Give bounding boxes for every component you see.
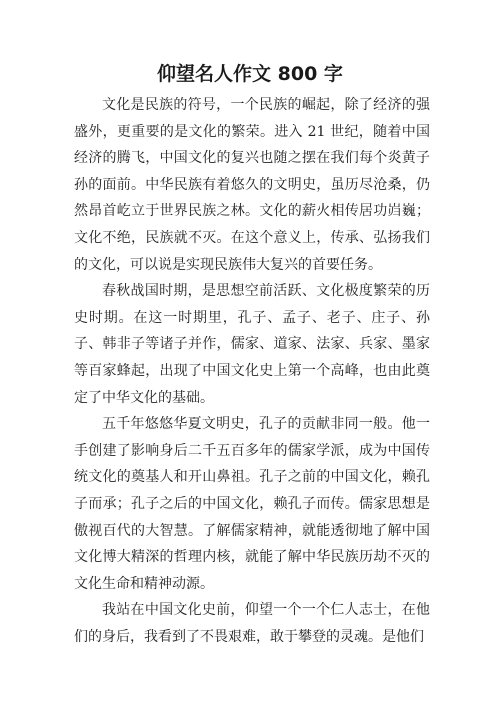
paragraph-3: 五千年悠悠华夏文明史，孔子的贡献非同一般。他一手创建了影响身后二千五百多年的儒家学派，成为中国传统文化的奠基人和开山鼻祖。孔子之前的中国文化，赖孔子而承；孔子之后的中国文化，赖孔子而传。儒家思想是傲视百代的大智慧。了解儒家精神，就能透彻地了解中国文化博大精深的哲理内核，就能了解中华民族历劫不灭的文化生命和精神动源。 [74,416,430,592]
document-title: 仰望名人作文 800 字 [157,63,343,85]
paragraph-1: 文化是民族的符号，一个民族的崛起，除了经济的强盛外，更重要的是文化的繁荣。进入 21 世纪，随着中国经济的腾飞，中国文化的复兴也随之摆在我们每个炎黄子孙的面前。中华民族有着悠久的文明史，虽历尽沧桑，仍然昂首屹立于世界民族之林。文化的薪火相传居功岿巍；文化不绝，民族就不灭。在这个意义上，传承、弘扬我们的文化，可以说是实现民族伟大复兴的首要任务。 [74,97,430,273]
paragraph-2: 春秋战国时期，是思想空前活跃、文化极度繁荣的历史时期。在这一时期里，孔子、孟子、老子、庄子、孙子、韩非子等诸子并作，儒家、道家、法家、兵家、墨家等百家蜂起，出现了中国文化史上第一个高峰，也由此奠定了中华文化的基础。 [74,283,430,406]
document-body [74,92,430,650]
paragraph-4: 我站在中国文化史前，仰望一个一个仁人志士，在他们的身后，我看到了不畏艰难，敢于攀登的灵魂。是他们 [74,602,430,645]
